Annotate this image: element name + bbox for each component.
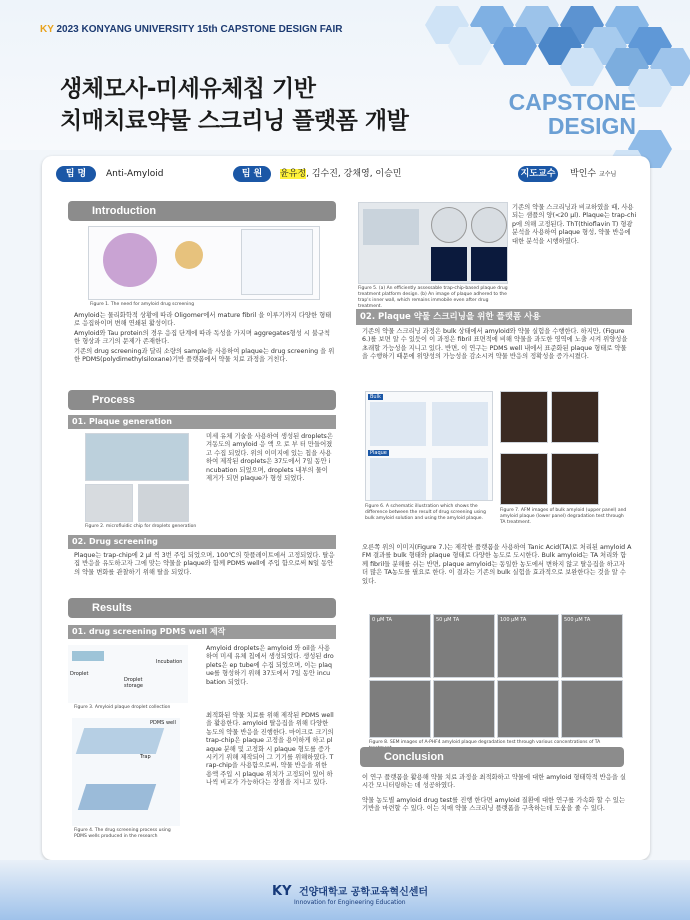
section-results: Results [68,598,336,618]
droplet-storage-label: Droplet storage [124,677,143,689]
sem-label-1: 0 μM TA [372,617,392,623]
aggregate-illustration [175,241,203,269]
pdms-well-label: PDMS well [150,720,176,726]
plaque-after [432,458,488,500]
advisor-title: 교수님 [598,171,617,178]
right-top-text: 기존의 약물 스크리닝과 비교하였을 때, 사용되는 샘플의 양(<20 μl). Plaque는 trap-chip에 의해 고정된다. ThT(thioflavin T) 형광분석을 사용하여 plaque 형성, 약물 반응에 대한 분석을 시행하였다. [512,204,637,245]
team-leader: 윤유정 [280,169,307,179]
chip-shape [72,651,104,661]
conclusion-bullet-1: 이 연구 플랫폼을 활용해 약물 치료 과정을 최적화하고 약물에 대한 amyloid 형태학적 반응을 실시간 모니터링하는 데 성공하였다. [362,774,626,790]
conclusion-bullets [362,774,630,815]
sem-image-7 [497,680,559,738]
figure-8-caption: Figure 8. SEM images of A-PHF4 amyloid plaque degradation test through various concentrations of TA [369,740,601,745]
droplet-image-2 [138,484,189,522]
fluorescence-2 [471,247,507,281]
section-conclusion: Conclusion [360,747,624,767]
afm-plaque-2 [551,453,599,505]
figure-5-image [358,202,508,284]
fair-title: 2023 KONYANG UNIVERSITY 15th CAPSTONE DESIGN FAIR [56,24,343,35]
sem-image-3 [497,614,559,678]
platform-text-1: 기존의 약물 스크리닝 과정은 bulk 상태에서 amyloid와 약물 실험을 수행한다. 하지만, (Figure 6.)를 보면 알 수 있듯이 이 과정은 fibril 표면적에 비해 약물을 과도한 영역에 노출 시켜 위양성을 초래할 가능성을 지니고 있다. 반면, 이 연구는 PDMS well 내에서 표준화된 plaque 형태로 약물을 수행하기 때문에 위양성의 가능성을 감소시켜 약물 반응의 정확성을 증가시켰다. [362,328,628,361]
plaque-before [370,458,426,500]
droplet-label: Droplet [70,671,89,677]
design-text: DESIGN [547,113,636,139]
team-label: 팀 명 [56,166,96,182]
microfluidic-chip-image [85,433,189,481]
figure-6-diagram [365,391,493,501]
incubation-label: Incubation [156,659,183,665]
footer-subtitle: Innovation for Engineering Education [294,899,406,906]
trap-chip-shape [78,784,156,810]
advisor [570,166,616,183]
team-members [280,166,402,182]
intro-bullet-3: 기존의 drug screening과 달리 소량의 sample을 사용하여 plaque는 drug screening 을 위한 PDMS(polydimethylsiloxane)기반 플랫폼에서 약물 치료 과정을 거친다. [74,347,335,364]
poster-title-line1: 생체모사-미세유체칩 기반 [60,76,316,102]
bulk-after [432,402,488,446]
figure-7-caption: Figure 7. AFM images of bulk amyloid (upper panel) and amyloid plaque (lower panel) degradation test through TA treatment. [500,508,627,525]
sem-image-2 [433,614,495,678]
sem-image-1 [369,614,431,678]
ky-logo: KY [40,24,54,35]
sem-label-2: 50 μM TA [436,617,460,623]
footer [272,883,428,906]
droplet-collection-diagram [68,645,188,703]
pdms-text-1: Amyloid droplets은 amyloid 와 oil을 사용하여 미세 유체 칩에서 생성되었다. 생성된 droplets은 ep tube에 수집 되었으며, 이는 plaque를 형성하기 위해 37도에서 7일 동안 incubation 되었다. [206,645,334,686]
advisor-label: 지도교수 [518,166,558,182]
afm-plaque-1 [500,453,548,505]
bulk-label: Bulk [370,394,381,400]
subsection-plaque-generation: 01. Plaque generation [68,415,336,429]
trap-chip-photo [363,209,419,245]
plaque-photo-2 [471,207,507,243]
subsection-platform: 02. Plaque 약물 스크리닝을 위한 플랫폼 사용 [356,309,632,325]
sem-label-3: 100 μM TA [500,617,527,623]
member-label: 팀 원 [233,166,271,182]
intro-bullet-2: Amyloid와 Tau protein의 경우 응집 단계에 따라 독성을 가지며 aggregates형성 시 불규칙한 형상과 크기의 문제가 존재한다. [74,329,331,346]
sem-label-4: 500 μM TA [564,617,591,623]
screening-diagram [241,229,313,295]
bulk-before [370,402,426,446]
figure-6-caption: Figure 6. A schematic illustration which shows the difference between the result of drug screening using bulk amyloid solution and using the amyloid plaque. [365,504,487,521]
capstone-text: CAPSTONE [508,89,636,115]
figure-1-caption: Figure 1. The need for amyloid drug screening [90,302,195,307]
fluorescence-1 [431,247,467,281]
pdms-well-shape [76,728,164,754]
afm-bulk-2 [551,391,599,443]
intro-bullets [74,312,336,365]
brain-illustration [103,233,157,287]
advisor-name: 박인수 [570,169,597,179]
figure-3-caption: Figure 3. Amyloid plaque droplet collection [74,705,171,710]
capstone-design-logo [509,90,636,138]
drug-screening-text: Plaque는 trap-chip에 2 μl 씩 3번 주입 되었으며, 100℃의 핫플레이트에서 고정되었다. 탈응집 반응을 유도하고자 그에 맞는 약물을 plaque와 함께 PDMS well에 주입 함으로써 N일 동안의 약물 변화를 관찰하기 위해 탈을 되었다. [74,552,335,576]
fair-banner [40,24,343,35]
trap-label: Trap [140,754,151,760]
sem-image-6 [433,680,495,738]
figure-5-caption: Figure 5. (a) An efficiently assessable trap-chip-based plaque drug treatment platform design. (b) An image of plaque adhered to the trap's inner wall, which remains immobile even after drug treatment. [358,286,508,309]
figure-2-caption: Figure 2. microfluidic chip for droplets generation [85,524,197,529]
platform-text-2: 오른쪽 위의 이미지(Figure 7.)는 제작한 플랫폼을 사용하여 Tanic Acid(TA)로 처리된 amyloid AFM 결과를 bulk 형태와 plaque 형태로 다양한 농도로 도시한다. Bulk amyloid는 TA 처리와 함께 fibril들 분해를 쉬는 반면, plaque amyloid는 동일한 농도에서 변하지 않고 탈응집을 하고자 더 많은 TA농도를 필요로 한다. 이 결과는 기존의 bulk 실험을 효과적으로 보완한다는 것을 알 수 있다. [362,544,632,585]
plaque-label: Plaque [370,450,387,456]
figure-1 [88,226,320,300]
subsection-pdms-well: 01. drug screening PDMS well 제작 [68,625,336,639]
droplet-image-1 [85,484,133,522]
drug-screening-process-diagram [72,718,180,826]
conclusion-bullet-2: 약물 농도별 amyloid drug test를 진행 한다면 amyloid 질환에 대한 연구를 가속화 할 수 있는 기반을 마련할 수 있다. 이는 치매 약물 스크리닝 플랫폼을 구축하는데 도움을 줄 수 있다. [362,796,625,813]
sem-image-5 [369,680,431,738]
poster-title-line2: 치매치료약물 스크리닝 플랫폼 개발 [60,108,409,134]
sem-image-4 [561,614,623,678]
team-name: Anti-Amyloid [106,169,164,179]
figure-4-caption: Figure 4. The drug screening process using PDMS wells produced in the research [74,828,171,839]
pdms-text-2: 최적화된 약물 치료를 위해 제작된 PDMS well을 활용한다. amyloid 탈응집을 위해 다양한 농도의 약물 반응을 진행한다. 마이크로 크기의 trap-chip은 plaque 고정을 용이하게 하고 plaque 분해 및 고정화 시 plaque 형도를 증가시키기 위해 제작되어 그 기기를 위해하였다. Trap-chip을 사용함으로써, 약물 반응을 위한 용액 주입 시 plaque 위치가 고정되어 있어 하나씩 비교가 가능하다는 장점을 지니고 있다. [206,712,334,787]
sem-image-8 [561,680,623,738]
plaque-photo-1 [431,207,467,243]
footer-title: 건양대학교 공학교육혁신센터 [298,887,429,898]
other-members: , 김수진, 강채영, 이승민 [306,169,402,179]
section-process: Process [68,390,336,410]
subsection-drug-screening: 02. Drug screening [68,535,336,549]
plaque-generation-text: 미세 유체 기술을 사용하여 생성된 droplets은 겨동도의 amyloid 응 액 으 로 부 터 만들어졌고 수집 되었다. 위의 이미지에 있는 칩을 사용하여 제작된 droplets은 37도에서 7일 동안 incubation 되었으며, droplets 내부의 물이 제거가 되면 plaque가 형성 되었다. [206,433,333,483]
intro-bullet-1: Amyloid는 물리화학적 상황에 따라 Oligomer에서 mature fibril 을 이루기까지 다양한 형태로 응집하이며 변해 연쇄된 활성이다. [74,312,332,328]
footer-logo: KY [272,884,292,899]
section-introduction: Introduction [68,201,336,221]
afm-bulk-1 [500,391,548,443]
